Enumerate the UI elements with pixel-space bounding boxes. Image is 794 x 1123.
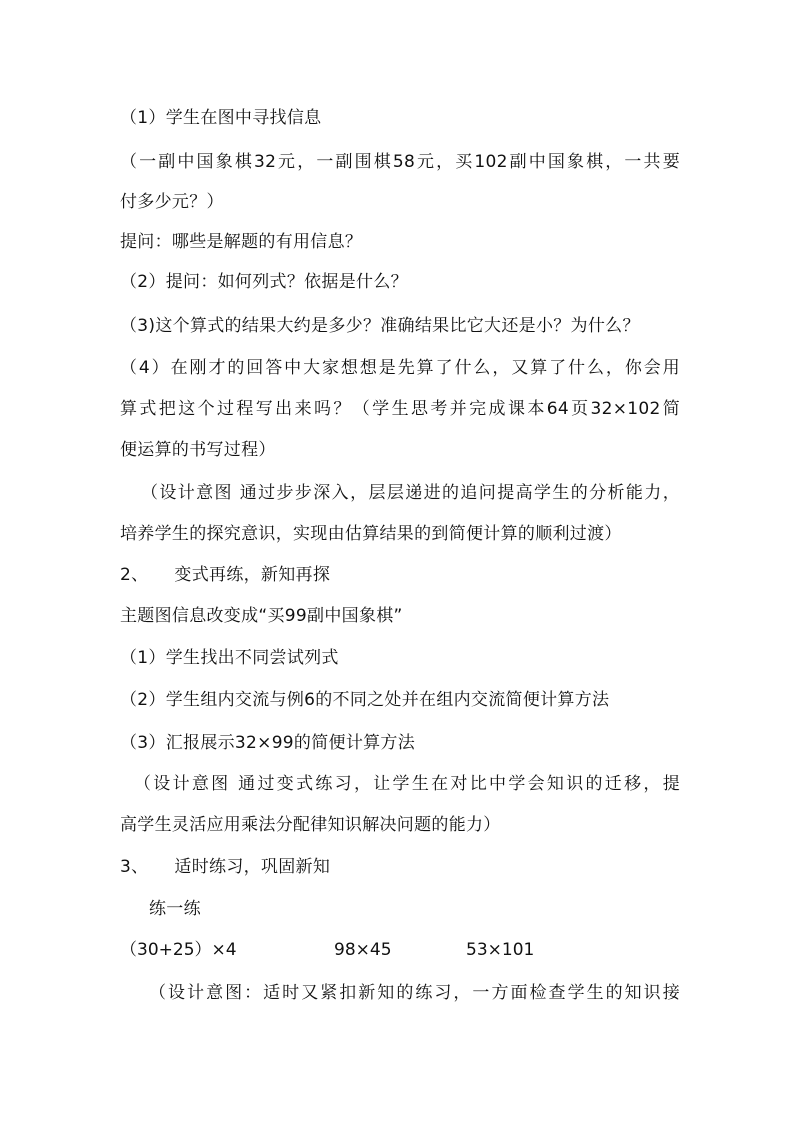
step-2-question: （2）提问：如何列式？依据是什么？: [120, 272, 408, 292]
exercise-row: [120, 938, 680, 962]
design-intent-1-line-2: 培养学生的探究意识，实现由估算结果的到简便计算的顺利过渡）: [120, 524, 622, 544]
design-intent-3-line-1: （设计意图：适时又紧扣新知的练习，一方面检查学生的知识接: [149, 983, 680, 1003]
problem-statement-line-1: （一副中国象棋32元，一副围棋58元，买102副中国象棋，一共要: [120, 152, 680, 172]
theme-change-text: 主题图信息改变成“买99副中国象棋”: [120, 606, 403, 626]
section-2-number: 2、: [120, 565, 149, 585]
variant-step-1: （1）学生找出不同尝试列式: [120, 648, 339, 668]
question-useful-info: 提问：哪些是解题的有用信息？: [120, 232, 363, 252]
section-3-title: 适时练习，巩固新知: [174, 857, 331, 877]
step-4-line-2: 算式把这个过程写出来吗？（学生思考并完成课本64页32×102简: [120, 399, 680, 419]
design-intent-1-line-1: （设计意图 通过步步深入，层层递进的追问提高学生的分析能力，: [141, 483, 680, 503]
section-3-heading: [120, 855, 680, 879]
design-intent-2-line-1: （设计意图 通过变式练习，让学生在对比中学会知识的迁移，提: [134, 774, 680, 794]
problem-statement-line-2: 付多少元？）: [120, 192, 224, 212]
exercise-2: 98×45: [334, 940, 392, 960]
practice-heading: 练一练: [149, 899, 201, 919]
section-2-heading: [120, 563, 680, 587]
step-4-line-3: 便运算的书写过程）: [120, 440, 276, 460]
step-3-question: （3)这个算式的结果大约是多少？准确结果比它大还是小？为什么？: [120, 316, 640, 336]
variant-step-2: （2）学生组内交流与例6的不同之处并在组内交流简便计算方法: [120, 690, 610, 710]
step-1-find-info: （1）学生在图中寻找信息: [120, 108, 322, 128]
section-2-title: 变式再练，新知再探: [174, 565, 331, 585]
exercise-3: 53×101: [466, 940, 535, 960]
section-3-number: 3、: [120, 857, 149, 877]
variant-step-3: （3）汇报展示32×99的简便计算方法: [120, 733, 416, 753]
design-intent-2-line-2: 高学生灵活应用乘法分配律知识解决问题的能力）: [120, 815, 501, 835]
exercise-1: （30+25）×4: [120, 940, 237, 960]
step-4-line-1: （4）在刚才的回答中大家想想是先算了什么，又算了什么，你会用: [120, 358, 680, 378]
